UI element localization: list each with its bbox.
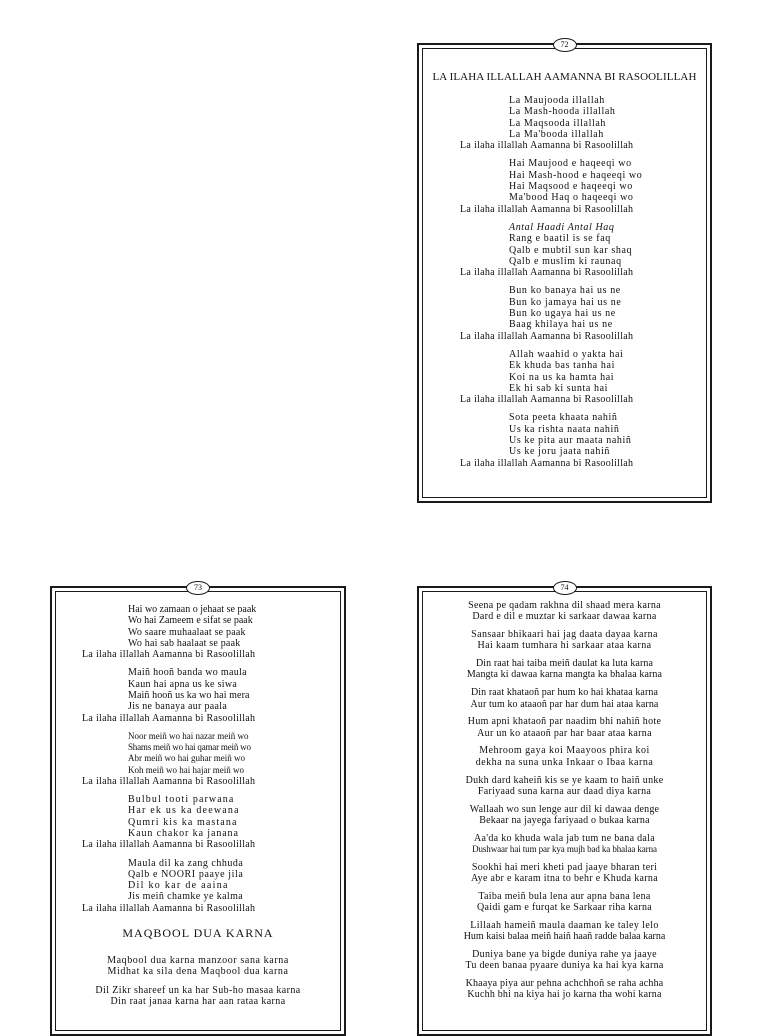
verse-line: Dard e dil e muztar ki sarkaar dawaa karna: [472, 611, 657, 623]
verse-line: Us ke pita aur maata nahiñ: [509, 435, 632, 447]
song-title: LA ILAHA ILLALLAH AAMANNA BI RASOOLILLAH: [432, 71, 697, 83]
couplet: [427, 687, 702, 710]
chorus-line: La ilaha illallah Aamanna bi Rasoolillah: [82, 712, 256, 724]
chorus-line: La ilaha illallah Aamanna bi Rasoolillah: [460, 330, 634, 342]
verse-line: Qaidi gam e furqat ke Sarkaar riha karna: [477, 902, 652, 914]
stanza: [427, 349, 702, 405]
verse-line: Ma'bood Haq o haqeeqi wo: [509, 192, 634, 204]
stanza: [60, 794, 336, 850]
couplet: [427, 716, 702, 739]
couplet: [427, 949, 702, 972]
verse-line: Shams meiñ wo hai qamar meiñ wo: [128, 742, 251, 753]
verse-line: Wo hai sab haalaat se paak: [128, 637, 241, 649]
verse-line: Bekaar na jayega fariyaad o bukaa karna: [479, 814, 650, 826]
verse-line: Dushwaar hai tum par kya mujh bad ka bhalaa karna: [472, 844, 657, 855]
verse-line: Har ek us ka deewana: [128, 805, 240, 817]
couplet: [427, 920, 702, 943]
verse-line: Maula dil ka zang chhuda: [128, 857, 244, 869]
couplet: [427, 658, 702, 681]
verse-line: Hai kaam tumhara hi sarkaar ataa karna: [477, 640, 652, 652]
verse-line: Wo saare muhaalaat se paak: [128, 626, 246, 638]
stanza: [427, 95, 702, 151]
couplet: [427, 600, 702, 623]
verse-line: Fariyaad suna karna aur daad diya karna: [477, 785, 652, 797]
verse-line: Lillaah hameiñ maula daaman ke taley lelo: [470, 919, 659, 931]
verse-line: Qalb e mubtil sun kar shaq: [509, 244, 633, 256]
couplet: [427, 775, 702, 798]
page-number: 74: [553, 581, 577, 595]
verse-line: Sookhi hai meri kheti pad jaaye bharan teri: [471, 861, 658, 873]
verse-line: Ek hi sab ki sunta hai: [509, 382, 609, 394]
verse-line: Khaaya piya aur pehna achchhoñ se raha achha: [465, 978, 664, 990]
chorus-line: La ilaha illallah Aamanna bi Rasoolillah: [460, 267, 634, 279]
verse-line: Din raat janaa karna har aan rataa karna: [110, 995, 286, 1007]
verse-line: Noor meiñ wo hai nazar meiñ wo: [128, 730, 249, 741]
verse-line: Kaun hai apna us ke siwa: [128, 678, 238, 690]
verse-line: La Maqsooda illallah: [509, 117, 606, 129]
verse-line: Kuchh bhi na kiya hai jo karna tha wohi karna: [467, 989, 662, 1001]
verse-line: Hai Maujood e haqeeqi wo: [509, 158, 632, 170]
verse-line: Din raat khataoñ par hum ko hai khataa karna: [470, 687, 659, 699]
chorus-line: La ilaha illallah Aamanna bi Rasoolillah: [460, 140, 634, 152]
verse-line: Antal Haadi Antal Haq: [509, 221, 615, 233]
verse-line: Hai Mash-hood e haqeeqi wo: [509, 169, 643, 181]
page-73: [50, 583, 346, 1036]
verse-line: Midhat ka sila dena Maqbool dua karna: [107, 966, 289, 978]
verse-line: Dil ko kar de aaina: [128, 880, 229, 892]
stanza: [60, 731, 336, 787]
couplet: [60, 955, 336, 978]
verse-line: Qumri kis ka mastana: [128, 816, 238, 828]
verse-line: Allah waahid o yakta hai: [509, 348, 624, 360]
chorus-line: La ilaha illallah Aamanna bi Rasoolillah: [460, 203, 634, 215]
stanza: [427, 158, 702, 214]
verse-line: Bulbul tooti parwana: [128, 794, 235, 806]
verse-line: Hai Maqsood e haqeeqi wo: [509, 181, 633, 193]
page-number: 73: [186, 581, 210, 595]
stanza: [60, 858, 336, 914]
couplet: [427, 862, 702, 885]
verse-line: Duniya bane ya bigde duniya rahe ya jaaye: [472, 949, 657, 961]
stanza: [427, 222, 702, 278]
verse-line: Aur tum ko ataaoñ par har dum hai ataa karna: [470, 698, 659, 710]
stanza: [427, 412, 702, 468]
verse-line: Aa'da ko khuda wala jab tum ne bana dala: [474, 832, 655, 844]
couplet: [427, 891, 702, 914]
chorus-line: La ilaha illallah Aamanna bi Rasoolillah: [82, 775, 256, 787]
verse-line: Mehroom gaya koi Maayoos phira koi: [479, 745, 650, 757]
verse-line: La Mash-hooda illallah: [509, 106, 616, 118]
verse-line: Mangta ki dawaa karna mangta ka bhalaa karna: [466, 669, 663, 681]
verse-line: Sota peeta khaata nahiñ: [509, 412, 618, 424]
verse-line: Qalb e muslim ki raunaq: [509, 255, 622, 267]
verse-line: Taiba meiñ bula lena aur apna bana lena: [478, 890, 651, 902]
verse-line: Din raat hai taiba meiñ daulat ka luta karna: [475, 658, 654, 670]
verse-line: Dukh dard kaheiñ kis se ye kaam to haiñ unke: [465, 774, 664, 786]
verse-line: Koh meiñ wo hai hajar meiñ wo: [128, 764, 244, 775]
chorus-line: La ilaha illallah Aamanna bi Rasoolillah: [82, 839, 256, 851]
couplet: [427, 745, 702, 768]
couplet: [60, 985, 336, 1008]
verse-line: Aye abr e karam itna to behr e Khuda karna: [471, 873, 658, 885]
verse-line: Maqbool dua karna manzoor sana karna: [107, 955, 289, 967]
page-74: [417, 583, 712, 1036]
verse-line: Maiñ hooñ us ka wo hai mera: [128, 690, 250, 702]
verse-line: Wo hai Zameem e sifat se paak: [128, 615, 253, 627]
verse-line: Dil Zikr shareef un ka har Sub-ho masaa karna: [95, 984, 301, 996]
verse-line: Koi na us ka hamta hai: [509, 371, 615, 383]
verse-line: Baag khilaya hai us ne: [509, 319, 613, 331]
chorus-line: La ilaha illallah Aamanna bi Rasoolillah: [82, 902, 256, 914]
verse-line: Hum kaisi balaa meiñ haiñ haañ radde balaa karna: [463, 931, 666, 943]
verse-line: Us ke joru jaata nahiñ: [509, 446, 610, 458]
page-72: [417, 40, 712, 503]
verse-line: Sansaar bhikaari hai jag daata dayaa karna: [471, 629, 658, 641]
stanza: [60, 604, 336, 660]
verse-line: Jis ne banaya aur paala: [128, 701, 228, 713]
verse-line: Kaun chakor ka janana: [128, 827, 239, 839]
verse-line: Tu deen banaa pyaare duniya ka hai kya karna: [465, 960, 664, 972]
couplet: [427, 629, 702, 652]
verse-line: Bun ko jamaya hai us ne: [509, 296, 622, 308]
verse-line: Qalb e NOORI paaye jila: [128, 868, 244, 880]
stanza: [60, 667, 336, 723]
couplet: [427, 978, 702, 1001]
chorus-line: La ilaha illallah Aamanna bi Rasoolillah: [460, 457, 634, 469]
verse-line: Seena pe qadam rakhna dil shaad mera karna: [468, 600, 661, 611]
couplet: [427, 804, 702, 827]
verse-line: La Ma'booda illallah: [509, 128, 604, 140]
verse-line: Rang e baatil is se faq: [509, 233, 611, 245]
verse-line: Ek khuda bas tanha hai: [509, 360, 615, 372]
verse-line: Jis meiñ chamke ye kalma: [128, 891, 244, 903]
verse-line: Abr meiñ wo hai guhar meiñ wo: [128, 753, 245, 764]
couplet: [427, 833, 702, 856]
verse-line: La Maujooda illallah: [509, 95, 605, 106]
verse-line: dekha na suna unka Inkaar o Ibaa karna: [475, 756, 654, 768]
section-title: MAQBOOL DUA KARNA: [122, 926, 274, 941]
chorus-line: La ilaha illallah Aamanna bi Rasoolillah: [82, 649, 256, 661]
page-number: 72: [553, 38, 577, 52]
chorus-line: La ilaha illallah Aamanna bi Rasoolillah: [460, 394, 634, 406]
verse-line: Bun ko ugaya hai us ne: [509, 308, 616, 320]
verse-line: Us ka rishta naata nahiñ: [509, 423, 620, 435]
verse-line: Maiñ hooñ banda wo maula: [128, 667, 247, 679]
stanza: [427, 285, 702, 341]
verse-line: Aur un ko ataaoñ par har baar ataa karna: [477, 727, 652, 739]
verse-line: Hum apni khataoñ par naadim bhi nahiñ hote: [467, 716, 662, 728]
verse-line: Wallaah wo sun lenge aur dil ki dawaa denge: [469, 803, 660, 815]
verse-line: Hai wo zamaan o jehaat se paak: [128, 604, 257, 615]
verse-line: Bun ko banaya hai us ne: [509, 285, 621, 297]
